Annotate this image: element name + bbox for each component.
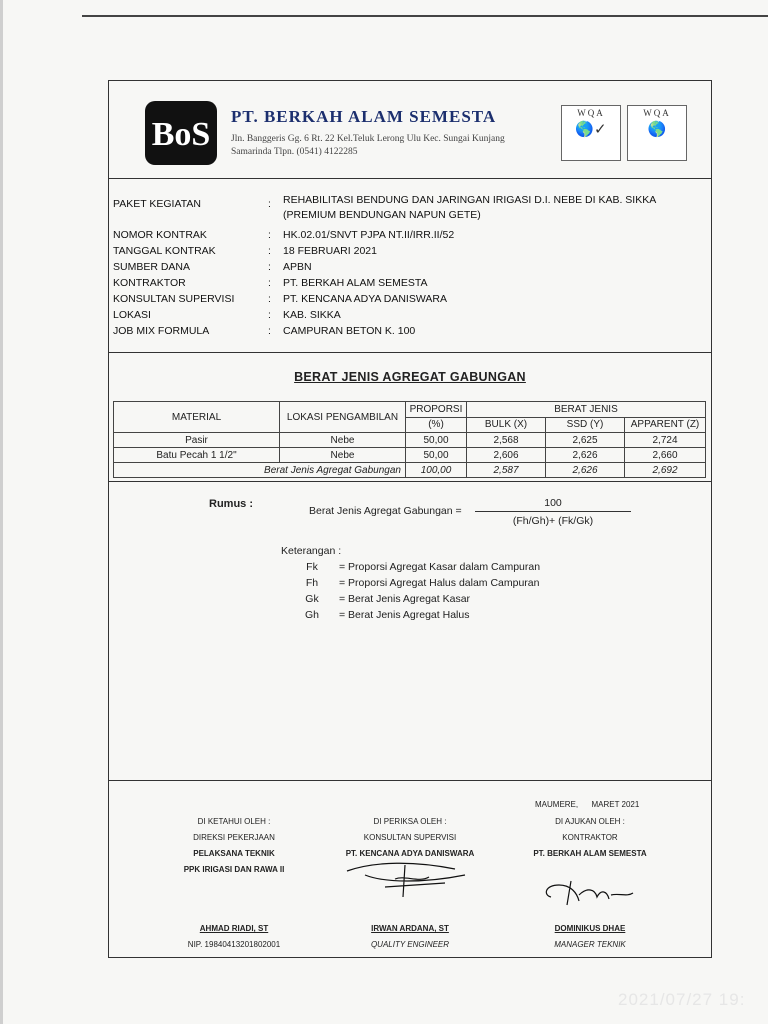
sig-mid-l3: PT. KENCANA ADYA DANISWARA (345, 849, 475, 858)
page-top-line (82, 15, 768, 17)
info-value-2: (PREMIUM BENDUNGAN NAPUN GETE) (283, 209, 481, 221)
company-logo (145, 101, 217, 165)
sig-left-l2: DIREKSI PEKERJAAN (193, 833, 275, 842)
info-colon: : (268, 198, 271, 210)
header-bulk: BULK (X) (467, 417, 546, 433)
cell-ssd: 2,625 (546, 433, 625, 448)
info-colon: : (268, 229, 271, 241)
legend-label: Keterangan : (281, 545, 342, 557)
cell-proporsi: 50,00 (406, 433, 467, 448)
header-berat-jenis: BERAT JENIS (467, 402, 706, 418)
sig-right-name: DOMINIKUS DHAE (554, 924, 626, 933)
formula-lhs: Berat Jenis Agregat Gabungan = (309, 505, 462, 517)
info-key: JOB MIX FORMULA (113, 325, 210, 337)
company-name: PT. BERKAH ALAM SEMESTA (231, 107, 497, 126)
cell-ssd: 2,626 (546, 448, 625, 463)
sig-left-role: NIP. 19840413201802001 (187, 940, 281, 949)
total-proporsi: 100,00 (406, 463, 467, 478)
sig-mid-l2: KONSULTAN SUPERVISI (363, 833, 457, 842)
legend-symbol: Fk (306, 561, 318, 573)
info-value: REHABILITASI BENDUNG DAN JARINGAN IRIGASI D.I. NEBE DI KAB. SIKKA (283, 194, 657, 206)
info-colon: : (268, 245, 271, 257)
cell-bulk: 2,568 (467, 433, 546, 448)
sig-right-role: MANAGER TEKNIK (554, 940, 626, 949)
photo-timestamp: 2021/07/27 19: (618, 990, 746, 1009)
total-apparent: 2,692 (625, 463, 706, 478)
info-key: NOMOR KONTRAK (113, 229, 207, 241)
signature-block-left (149, 817, 319, 949)
place-date: MAUMERE, MARET 2021 (535, 800, 640, 809)
section-title: BERAT JENIS AGREGAT GABUNGAN (294, 370, 526, 384)
table-header-row (114, 402, 706, 418)
info-value: KAB. SIKKA (283, 309, 341, 321)
info-value: APBN (283, 261, 312, 273)
info-value: PT. KENCANA ADYA DANISWARA (283, 293, 447, 305)
cert-left-label: WQA (577, 108, 605, 118)
total-bulk: 2,587 (467, 463, 546, 478)
table-row (114, 448, 706, 463)
globe-check-icon: 🌎✓ (575, 122, 607, 138)
address-line-2: Samarinda Tlpn. (0541) 4122285 (231, 147, 358, 157)
sig-left-name: AHMAD RIADI, ST (199, 924, 269, 933)
legend-symbol: Gk (305, 593, 319, 605)
signature-mark-right (537, 875, 637, 911)
sig-left-l3: PELAKSANA TEKNIK (193, 849, 275, 858)
cell-apparent: 2,660 (625, 448, 706, 463)
formula-fraction (475, 497, 631, 527)
info-colon: : (268, 309, 271, 321)
page-edge (0, 0, 3, 1024)
header-apparent: APPARENT (Z) (625, 417, 706, 433)
info-key: TANGGAL KONTRAK (113, 245, 216, 257)
legend-symbol: Gh (304, 609, 319, 621)
cell-lokasi: Nebe (280, 433, 406, 448)
address-line-1: Jln. Banggeris Gg. 6 Rt. 22 Kel.Teluk Lerong Ulu Kec. Sungai Kunjang (231, 134, 505, 144)
legend-symbol: Fh (305, 577, 319, 589)
legend-desc: = Proporsi Agregat Kasar dalam Campuran (339, 561, 541, 573)
cell-proporsi: 50,00 (406, 448, 467, 463)
document-frame (108, 80, 712, 958)
header-material: MATERIAL (114, 402, 280, 433)
header-proporsi: PROPORSI (406, 402, 467, 418)
info-key: LOKASI (113, 309, 151, 321)
globe-icon: 🌎 (647, 122, 667, 138)
signature-mark-middle (345, 857, 485, 905)
logo-text: BoS (151, 116, 211, 153)
info-key: KONSULTAN SUPERVISI (113, 293, 235, 305)
cell-material: Pasir (114, 433, 280, 448)
table-row (114, 433, 706, 448)
table-total-row (114, 463, 706, 478)
total-label: Berat Jenis Agregat Gabungan (114, 463, 406, 478)
info-colon: : (268, 325, 271, 337)
divider-info (109, 352, 711, 353)
divider-signatures (109, 780, 711, 781)
cert-right-label: WQA (643, 108, 671, 118)
legend-desc: = Proporsi Agregat Halus dalam Campuran (339, 577, 540, 589)
info-value: CAMPURAN BETON K. 100 (283, 325, 416, 337)
legend-desc: = Berat Jenis Agregat Kasar (339, 593, 471, 605)
info-colon: : (268, 261, 271, 273)
info-value: PT. BERKAH ALAM SEMESTA (283, 277, 428, 289)
divider-table (109, 481, 711, 482)
header-lokasi: LOKASI PENGAMBILAN (280, 402, 406, 433)
specific-gravity-table (113, 401, 706, 478)
sig-mid-l1: DI PERIKSA OLEH : (373, 817, 447, 826)
sig-left-l1: DI KETAHUI OLEH : (197, 817, 271, 826)
info-value: 18 FEBRUARI 2021 (283, 245, 377, 257)
sig-right-l3: PT. BERKAH ALAM SEMESTA (533, 849, 647, 858)
cell-apparent: 2,724 (625, 433, 706, 448)
info-key: PAKET KEGIATAN (113, 198, 201, 210)
divider-header (109, 178, 711, 179)
cell-material: Batu Pecah 1 1/2" (114, 448, 280, 463)
info-colon: : (268, 293, 271, 305)
legend-desc: = Berat Jenis Agregat Halus (339, 609, 470, 621)
info-key: KONTRAKTOR (113, 277, 186, 289)
header-proporsi-unit: (%) (406, 417, 467, 433)
certification-badge-left (561, 105, 621, 161)
formula-denominator: (Fh/Gh)+ (Fk/Gk) (512, 515, 594, 527)
fraction-bar (475, 511, 631, 512)
certification-badge-right (627, 105, 687, 161)
info-value: HK.02.01/SNVT PJPA NT.II/IRR.II/52 (283, 229, 455, 241)
formula-numerator: 100 (544, 497, 562, 509)
cell-lokasi: Nebe (280, 448, 406, 463)
sig-mid-name: IRWAN ARDANA, ST (371, 924, 449, 933)
company-address (231, 133, 551, 159)
info-colon: : (268, 277, 271, 289)
info-key: SUMBER DANA (113, 261, 191, 273)
sig-right-l1: DI AJUKAN OLEH : (555, 817, 625, 826)
total-ssd: 2,626 (546, 463, 625, 478)
cell-bulk: 2,606 (467, 448, 546, 463)
sig-left-l4: PPK IRIGASI DAN RAWA II (183, 865, 285, 874)
sig-mid-role: QUALITY ENGINEER (370, 940, 450, 949)
formula-label: Rumus : (209, 498, 253, 510)
sig-right-l2: KONTRAKTOR (562, 833, 618, 842)
header-ssd: SSD (Y) (546, 417, 625, 433)
